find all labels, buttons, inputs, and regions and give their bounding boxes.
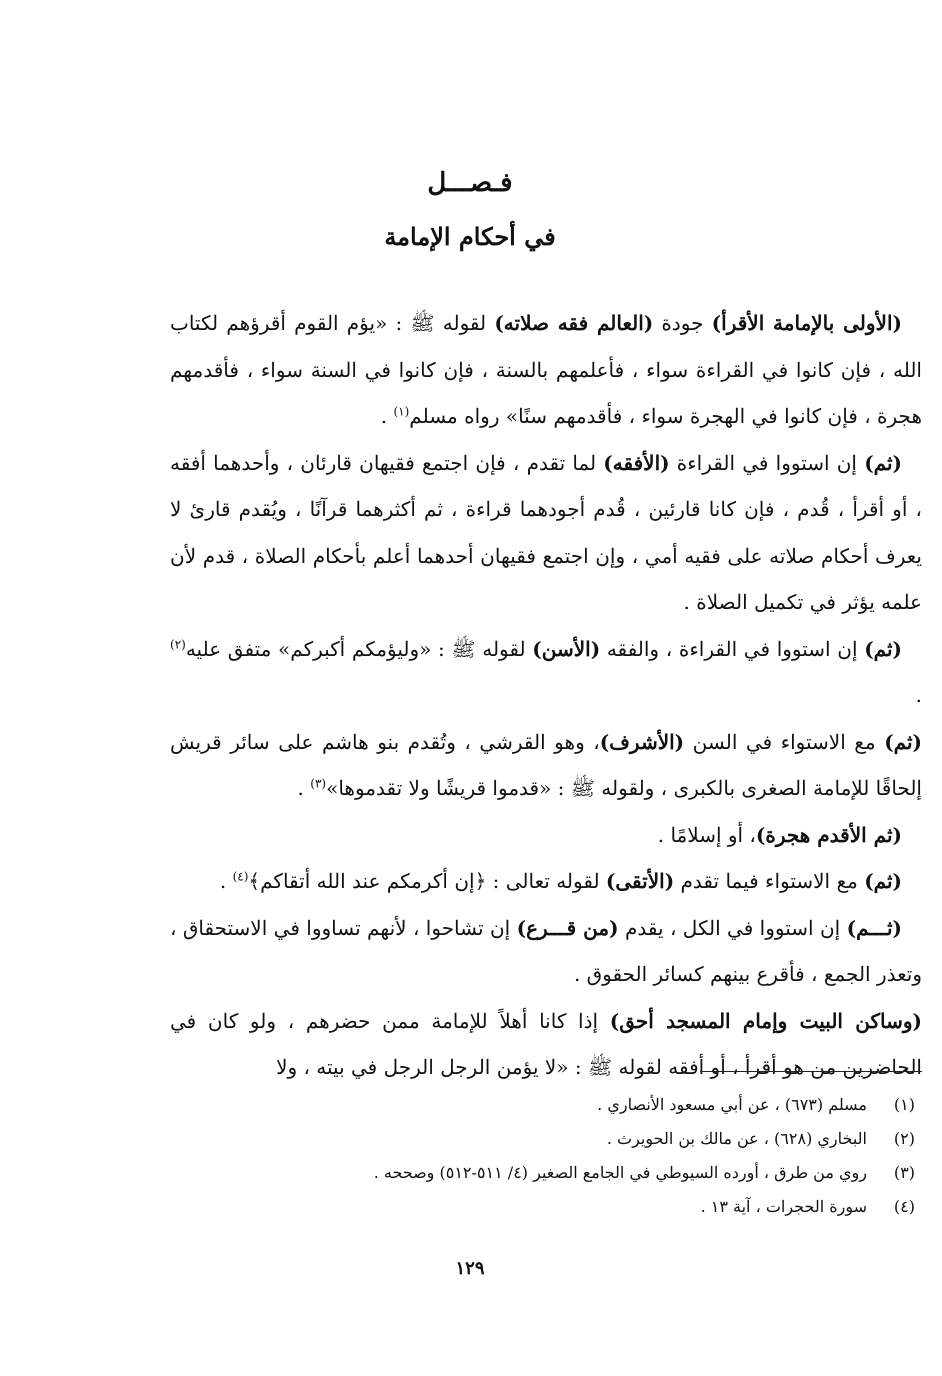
- footnote-ref: (٣): [310, 776, 327, 791]
- text-run: مع الاستواء في السن: [684, 729, 885, 754]
- bold-term: (ثم): [884, 729, 922, 754]
- footnote-ref: (١): [393, 404, 410, 419]
- bold-term: (ثـــم): [846, 915, 903, 940]
- bold-term: (العالم فقه صلاته): [494, 311, 654, 335]
- text-run: إن استووا في القراءة: [669, 450, 865, 475]
- paragraph: [170, 626, 922, 719]
- footnote-number: (٢): [893, 1129, 915, 1148]
- footnote-number: (١): [893, 1095, 915, 1114]
- footnote-ref: (٤): [232, 869, 249, 884]
- text-run: مع الاستواء فيما تقدم: [674, 869, 865, 893]
- text-run: جودة: [653, 311, 712, 335]
- bold-term: (ثم): [864, 636, 902, 661]
- page-number: ١٢٩: [455, 1258, 485, 1279]
- bold-term: (من قـــرع): [516, 915, 619, 940]
- bold-term: (الأفقه): [603, 450, 670, 475]
- text-run: .: [297, 776, 311, 800]
- footnote-number: (٤): [893, 1197, 915, 1216]
- paragraph: [170, 905, 922, 998]
- bold-term: (ثم): [864, 869, 902, 893]
- bold-term: (ثم): [864, 450, 902, 475]
- text-run: لما تقدم ، فإن اجتمع فقيهان قارئان ، وأحدهما أفقه ، أو أقرأ ، قُدم ، فإن كانا قارئين ، قُدم أجودهما قراءة ، ثم أكثرهما قرآنًا ، ويُقدم قارئ لا يعرف أحكام صلاته على فقيه أمي ، وإن اجتمع فقيهان أحدهما أعلم بأحكام الصلاة ، قدم لأن علمه يؤثر في تكميل الصلاة .: [170, 450, 922, 614]
- paragraph: [170, 300, 922, 440]
- footnote: [300, 1190, 915, 1224]
- paragraph: [170, 719, 922, 812]
- text-run: ، أو إسلامًا .: [657, 822, 756, 847]
- bold-term: (وساكن البيت وإمام المسجد أحق): [609, 1008, 922, 1033]
- footnote: [300, 1156, 915, 1190]
- text-run: لقوله تعالى : ﴿إن أكرمكم عند الله أتقاكم﴾: [248, 869, 606, 893]
- chapter-title: فـصـــل: [427, 168, 513, 198]
- text-run: لقوله ﷺ : «يؤم القوم أقرؤهم لكتاب الله ، فإن كانوا في القراءة سواء ، فأعلمهم بالسنة ، فإن كانوا في السنة سواء ، فأقدمهم هجرة ، فإن كانوا في الهجرة سواء ، فأقدمهم سنًا» رواه مسلم: [170, 311, 922, 428]
- main-text: [170, 300, 922, 1091]
- bold-term: (ثم الأقدم هجرة): [755, 822, 902, 847]
- paragraph: [170, 998, 922, 1091]
- footnote-text: روي من طرق ، أورده السيوطي في الجامع الصغير (٤/ ٥١١-٥١٢) وصححه .: [373, 1163, 867, 1182]
- footnote-text: مسلم (٦٧٣) ، عن أبي مسعود الأنصاري .: [597, 1095, 867, 1114]
- text-run: إذا كانا أهلاً للإمامة ممن حضرهم ، ولو كان في الحاضرين من هو أقرأ ، أو أفقه لقوله ﷺ : «لا يؤمن الرجل الرجل في بيته ، ولا: [170, 1008, 922, 1079]
- footnote-number: (٣): [893, 1163, 915, 1182]
- text-run: إن استووا في الكل ، يقدم: [618, 915, 847, 940]
- text-run: لقوله ﷺ : «وليؤمكم أكبركم» متفق عليه: [185, 636, 533, 661]
- footnote: [300, 1122, 915, 1156]
- footnote: [300, 1088, 915, 1122]
- paragraph: [170, 440, 922, 626]
- text-run: .: [219, 869, 233, 893]
- footnote-text: البخاري (٦٢٨) ، عن مالك بن الحويرث .: [606, 1129, 867, 1148]
- bold-term: (الأشرف): [599, 729, 685, 754]
- text-run: إن تشاحوا ، لأنهم تساووا في الاستحقاق ، وتعذر الجمع ، فأقرع بينهم كسائر الحقوق .: [170, 915, 922, 986]
- chapter-subtitle: في أحكام الإمامة: [384, 222, 556, 251]
- text-run: .: [915, 683, 922, 707]
- bold-term: (الأتقى): [605, 869, 675, 893]
- footnote-ref: (٢): [170, 636, 186, 651]
- bold-term: (الأسن): [532, 636, 601, 661]
- bold-term: (الأولى بالإمامة الأقرأ): [711, 311, 902, 335]
- footnote-separator: [700, 1071, 922, 1072]
- footnote-text: سورة الحجرات ، آية ١٣ .: [700, 1197, 867, 1216]
- text-run: إن استووا في القراءة ، والفقه: [600, 636, 865, 661]
- paragraph: [170, 858, 922, 905]
- text-run: ، وهو القرشي ، وتُقدم بنو هاشم على سائر قريش إلحاقًا للإمامة الصغرى بالكبرى ، ولقوله ﷺ : «قدموا قريشًا ولا تقدموها»: [170, 729, 922, 800]
- paragraph: [170, 812, 922, 859]
- text-run: .: [380, 404, 394, 428]
- footnotes: [300, 1088, 915, 1224]
